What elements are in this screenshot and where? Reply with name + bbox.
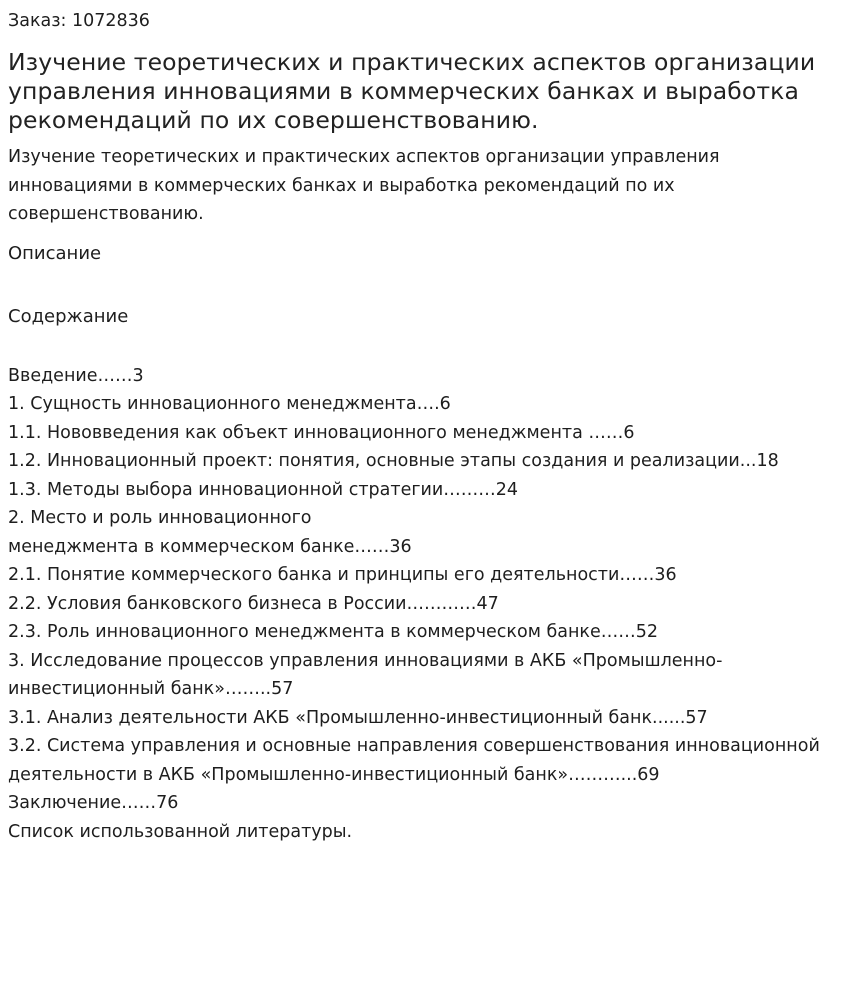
- description-heading: Описание: [8, 242, 102, 264]
- page-subtitle: Изучение теоретических и практических аспектов организации управления инновациями в коммерческих банках и выработка рекомендаций по их совершенствованию.: [8, 147, 720, 224]
- toc-item: 1.2. Инновационный проект: понятия, основные этапы создания и реализации...18: [8, 451, 779, 471]
- page-title: Изучение теоретических и практических аспектов организации управления инновациями в коммерческих банках и выработка рекомендаций по их совершенствованию.: [8, 48, 816, 134]
- toc-item: 1. Сущность инновационного менеджмента….6: [8, 394, 451, 414]
- toc-item: Введение……3: [8, 365, 144, 386]
- toc-item: 3.1. Анализ деятельности АКБ «Промышленно-инвестиционный банк......57: [8, 707, 708, 728]
- table-of-contents: [8, 362, 839, 847]
- toc-item: менеджмента в коммерческом банке……36: [8, 536, 412, 557]
- toc-item: 2.1. Понятие коммерческого банка и принципы его деятельности……36: [8, 565, 677, 585]
- toc-item: 1.3. Методы выбора инновационной стратегии………24: [8, 479, 519, 500]
- order-page: [0, 10, 847, 846]
- toc-item: Заключение……76: [8, 793, 179, 813]
- toc-item: 3. Исследование процессов управления инновациями в АКБ «Промышленно-инвестиционный банк»……..57: [8, 650, 723, 699]
- toc-item: Список использованной литературы.: [8, 821, 353, 842]
- order-number: Заказ: 1072836: [8, 11, 150, 31]
- contents-heading: Содержание: [8, 305, 129, 327]
- toc-item: 3.2. Система управления и основные направления совершенствования инновационной деятельности в АКБ «Промышленно-инвестиционный банк»………...69: [8, 736, 820, 785]
- toc-item: 2.2. Условия банковского бизнеса в России…………47: [8, 593, 499, 614]
- toc-item: 1.1. Нововведения как объект инновационного менеджмента ……6: [8, 422, 635, 443]
- toc-item: 2. Место и роль инновационного: [8, 508, 312, 528]
- toc-item: 2.3. Роль инновационного менеджмента в коммерческом банке……52: [8, 622, 659, 642]
